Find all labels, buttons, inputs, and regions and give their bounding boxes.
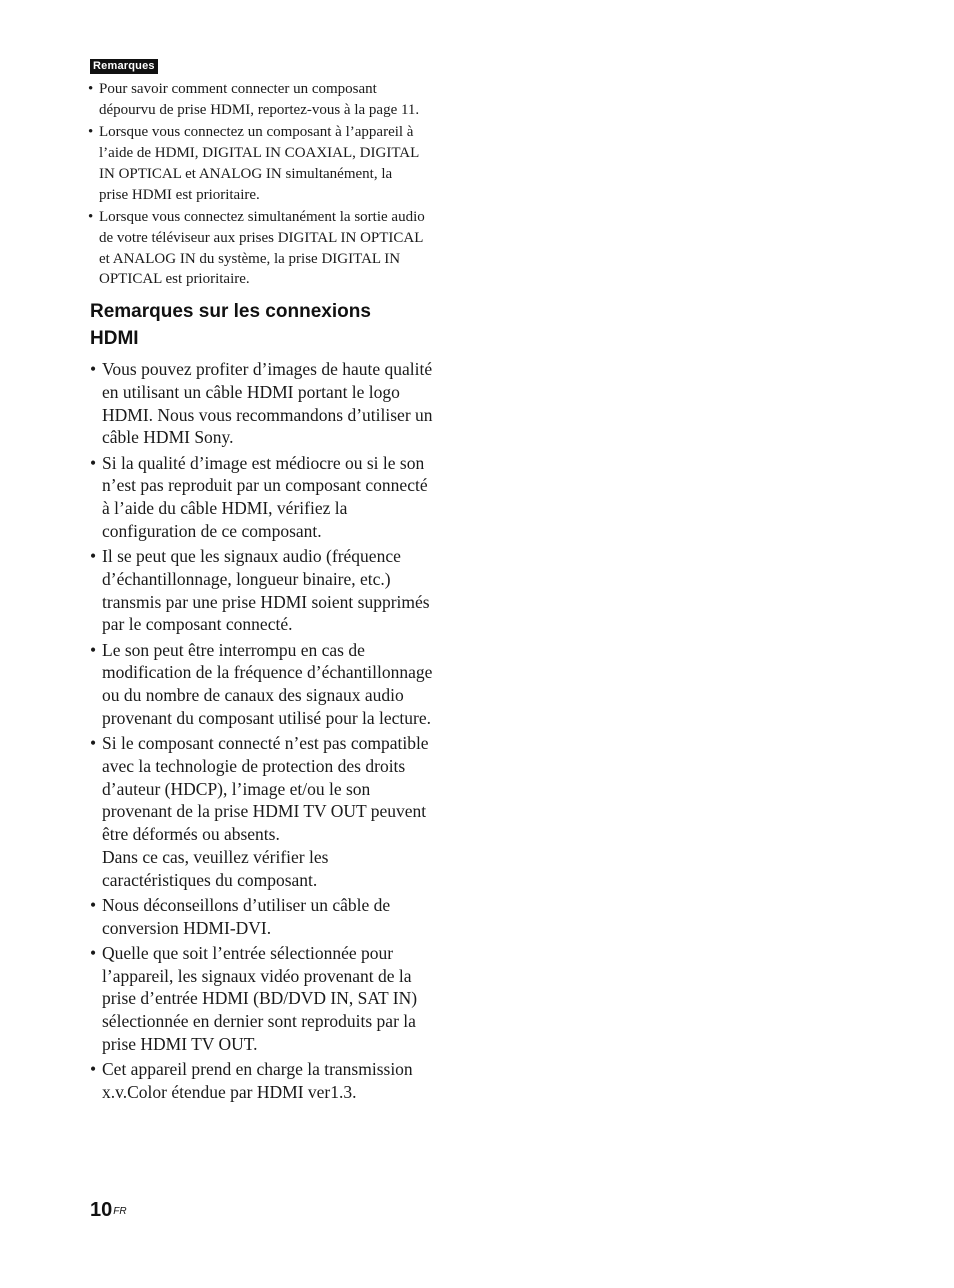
text-line: OPTICAL est prioritaire.: [99, 271, 250, 288]
hdmi-note-item: [90, 639, 460, 730]
text-line: câble HDMI Sony.: [102, 427, 234, 448]
bullet-marker: •: [90, 359, 97, 379]
page-number-value: 10: [90, 1199, 113, 1221]
text-line: l’appareil, les signaux vidéo provenant de la: [102, 965, 412, 986]
hdmi-note-item: [90, 732, 460, 891]
note-item: [88, 79, 458, 120]
hdmi-note-item: [90, 452, 460, 543]
text-line: dépourvu de prise HDMI, reportez-vous à la page 11.: [99, 101, 420, 118]
text-line: modification de la fréquence d’échantillonnage: [102, 662, 433, 683]
text-line: de votre téléviseur aux prises DIGITAL IN OPTICAL: [99, 229, 424, 246]
bullet-marker: •: [88, 209, 94, 226]
section-heading-line1: Remarques sur les connexions: [90, 301, 371, 322]
text-line: Si la qualité d’image est médiocre ou si le son: [102, 452, 425, 473]
text-line: configuration de ce composant.: [102, 520, 322, 541]
text-line: ou du nombre de canaux des signaux audio: [102, 685, 404, 705]
section-heading: [90, 299, 450, 352]
bullet-marker: •: [90, 546, 97, 566]
text-line: provenant du composant utilisé pour la lecture.: [102, 707, 432, 728]
text-line: en utilisant un câble HDMI portant le logo: [102, 381, 400, 402]
text-line: Le son peut être interrompu en cas de: [102, 639, 365, 660]
text-line: à l’aide du câble HDMI, vérifiez la: [102, 498, 348, 518]
section-heading-line2: HDMI: [90, 327, 139, 349]
note-item: [88, 207, 458, 290]
page-language-code: FR: [113, 1206, 127, 1217]
note-item: [88, 122, 458, 205]
bullet-marker: •: [90, 639, 97, 660]
text-line: IN OPTICAL et ANALOG IN simultanément, la: [99, 165, 393, 182]
text-line: Dans ce cas, veuillez vérifier les: [102, 846, 329, 867]
text-line: l’aide de HDMI, DIGITAL IN COAXIAL, DIGITAL: [99, 145, 420, 162]
bullet-marker: •: [90, 942, 97, 963]
bullet-marker: •: [90, 1059, 97, 1079]
text-line: provenant de la prise HDMI TV OUT peuvent: [102, 801, 427, 822]
page-number: [90, 1198, 127, 1222]
bullet-marker: •: [90, 894, 97, 915]
text-line: Cet appareil prend en charge la transmission: [102, 1059, 413, 1079]
text-line: caractéristiques du composant.: [102, 869, 318, 890]
bullet-marker: •: [90, 733, 97, 753]
hdmi-note-item: [90, 1058, 460, 1104]
text-line: sélectionnée en dernier sont reproduits par la: [102, 1011, 416, 1031]
text-line: avec la technologie de protection des droits: [102, 755, 406, 776]
text-line: prise d’entrée HDMI (BD/DVD IN, SAT IN): [102, 988, 418, 1009]
hdmi-note-item: [90, 358, 460, 449]
text-line: et ANALOG IN du système, la prise DIGITAL IN: [99, 250, 401, 267]
text-line: d’auteur (HDCP), l’image et/ou le son: [102, 778, 371, 799]
text-line: Il se peut que les signaux audio (fréquence: [102, 546, 401, 566]
text-line: Pour savoir comment connecter un composant: [99, 81, 377, 97]
hdmi-note-item: [90, 894, 460, 940]
bullet-marker: •: [88, 124, 94, 141]
text-line: prise HDMI TV OUT.: [102, 1033, 258, 1054]
text-line: n’est pas reproduit par un composant connecté: [102, 475, 428, 496]
notes-label-badge: Remarques: [90, 59, 158, 74]
hdmi-notes-list: [90, 358, 460, 1106]
text-line: prise HDMI est prioritaire.: [99, 186, 260, 203]
text-line: Quelle que soit l’entrée sélectionnée pour: [102, 942, 394, 963]
text-line: Lorsque vous connectez un composant à l’appareil à: [99, 124, 414, 141]
text-line: d’échantillonnage, longueur binaire, etc.): [102, 568, 391, 589]
hdmi-note-item: [90, 942, 460, 1056]
text-line: être déformés ou absents.: [102, 824, 280, 844]
bullet-marker: •: [88, 81, 94, 97]
bullet-marker: •: [90, 452, 97, 473]
hdmi-note-item: [90, 545, 460, 636]
text-line: conversion HDMI-DVI.: [102, 917, 272, 938]
text-line: Si le composant connecté n’est pas compatible: [102, 733, 429, 753]
text-line: par le composant connecté.: [102, 614, 293, 635]
text-line: x.v.Color étendue par HDMI ver1.3.: [102, 1081, 357, 1102]
notes-list: [88, 79, 458, 292]
text-line: HDMI. Nous vous recommandons d’utiliser un: [102, 404, 433, 425]
text-line: Nous déconseillons d’utiliser un câble de: [102, 894, 391, 915]
text-line: Lorsque vous connectez simultanément la sortie audio: [99, 209, 425, 226]
text-line: Vous pouvez profiter d’images de haute qualité: [102, 359, 433, 379]
text-line: transmis par une prise HDMI soient supprimés: [102, 591, 430, 612]
